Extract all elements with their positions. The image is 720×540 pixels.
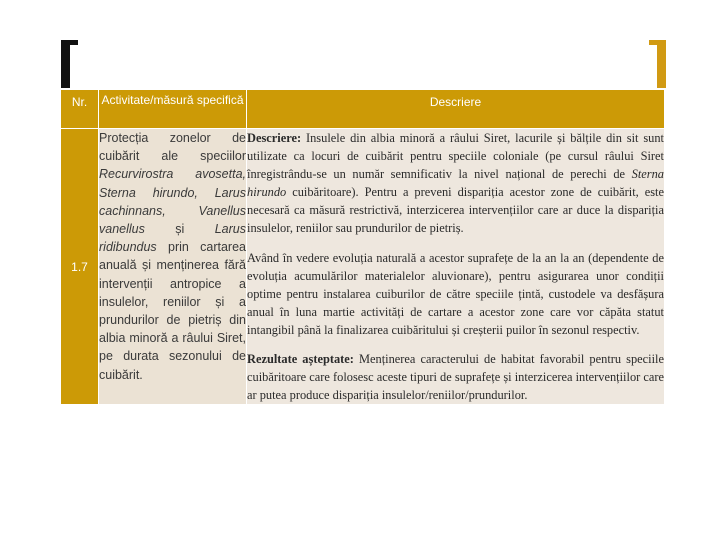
header-description: Descriere — [247, 90, 665, 129]
description-paragraph — [247, 129, 664, 238]
description-cell — [247, 129, 665, 405]
expected-results-label: Rezultate așteptate: — [247, 352, 354, 367]
right-bracket-decoration-top — [649, 40, 666, 45]
description-species: Sterna hirundo — [247, 167, 664, 200]
description-text-b: cuibăritoare). Pentru a preveni dispariția acestor zone de cuibărit, este necesară ca măsură restrictivă, interzicerea intervențiilor care ar duce la dispariția insulelor, reniilor sau prundurilor de pietriș. — [247, 185, 664, 236]
activity-species-1: Recurvirostra avosetta, Sterna hirundo, Larus cachinnans, Vanellus vanellus — [99, 167, 246, 237]
table-header-row — [61, 90, 665, 129]
right-bracket-decoration — [657, 40, 666, 88]
header-nr: Nr. — [61, 90, 99, 129]
expected-results-paragraph — [247, 350, 664, 404]
left-bracket-decoration-top — [61, 40, 78, 45]
mapping-paragraph: Având în vedere evoluția naturală a acestor suprafețe de la an la an (dependente de evoluția acumulărilor materialelor aluvionare), pentru asigurarea unor condiții optime pentru instalarea cuiburilor de către speciile țintă, custodele va desfășura anual în luna martie activități de cartare a acestor zone care vor căpăta statut intangibil până la finalizarea cuibăritului și creșterii puilor în sezonul respectiv. — [247, 250, 664, 337]
activity-text-1: Protecția zonelor de cuibărit ale speciilor — [99, 131, 246, 164]
activity-cell — [99, 129, 247, 405]
description-label: Descriere: — [247, 131, 302, 145]
row-number: 1.7 — [61, 129, 99, 405]
activity-species-2: Larus ridibundus — [99, 222, 246, 255]
activity-text-3: prin cartarea anuală și menținerea fără intervenții antropice a insulelor, reniilor și a prundurilor de pietriș din albia minoră a râului Siret, pe durata sezonului de cuibărit. — [99, 240, 246, 382]
description-text-a: Insulele din albia minoră a râului Siret, lacurile și bălțile din sit sunt utilizate ca locuri de cuibărit pentru speciile coloniale (pe cursul râului Siret înregistrându-se un număr semnificativ la nivel național de perechi de — [247, 131, 664, 182]
measures-table — [60, 89, 665, 405]
header-activity: Activitate/măsură specifică — [99, 90, 247, 129]
expected-results-text: Menținerea caracterului de habitat favorabil pentru speciile cuibăritoare care folosesc aceste tipuri de suprafețe și interzicerea intervențiilor care ar putea produce dispariția insulelor/reniilor/prundurilor. — [247, 352, 665, 403]
left-bracket-decoration — [61, 40, 70, 88]
table-row — [61, 129, 665, 405]
activity-text-2: și — [144, 222, 215, 237]
